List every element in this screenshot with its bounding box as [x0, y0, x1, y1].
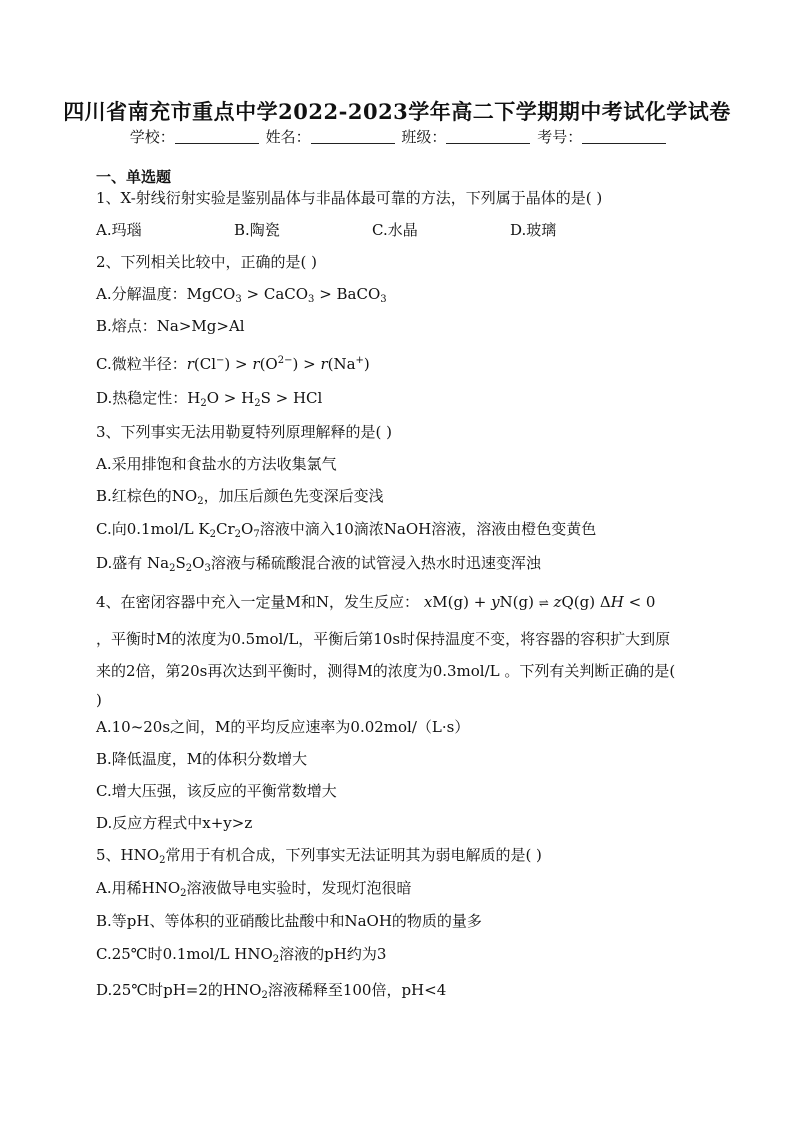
- student-info-line: [0, 126, 794, 147]
- q2-option-b: B.熔点：Na>Mg>Al: [96, 317, 245, 335]
- school-blank[interactable]: [175, 129, 259, 144]
- q2-option-d-label: D.热稳定性：: [96, 389, 188, 407]
- q3-option-d-pre: D.盛有: [96, 554, 143, 572]
- q3-option-d: D.盛有 $Na_2S_2O_3$溶液与稀硫酸混合液的试管浸入热水时迅速变浑浊: [96, 554, 541, 574]
- q4-line-2: ，平衡时M的浓度为0.5mol/L，平衡后第10s时保持温度不变，将容器的容积扩大到原: [96, 630, 671, 648]
- q3-option-c-post: 溶液中滴入10滴浓NaOH溶液，溶液由橙色变黄色: [259, 520, 597, 538]
- q2-option-a-formula: MgCO$_3$ > CaCO$_3$ > BaCO$_3$: [186, 285, 387, 305]
- q3-option-d-post: 溶液与稀硫酸混合液的试管浸入热水时迅速变浑浊: [210, 554, 541, 572]
- q4-option-d: D.反应方程式中x+y>z: [96, 814, 253, 832]
- q4-option-a: A.10~20s之间，M的平均反应速率为0.02mol/（L·s）: [96, 718, 470, 736]
- q2-option-c-formula: $r(Cl^-) > r(O^{2-}) > r(Na^+)$: [186, 355, 370, 373]
- q5-option-c-pre: C.25℃时0.1mol/L: [96, 945, 230, 963]
- q5-option-d: D.25℃时pH=2的$HNO_2$溶液稀释至100倍，pH<4: [96, 981, 447, 1001]
- q4-stem-pre: 4、在密闭容器中充入一定量M和N，发生反应：: [96, 593, 420, 611]
- q5-option-c: C.25℃时0.1mol/L $HNO_2$溶液的pH约为3: [96, 945, 387, 965]
- q5-stem-post: 常用于有机合成，下列事实无法证明其为弱电解质的是( ): [165, 846, 542, 864]
- q5-option-a-post: 溶液做导电实验时，发现灯泡很暗: [186, 879, 412, 897]
- q1-option-a: A.玛瑙: [96, 221, 142, 239]
- q1-option-b: B.陶瓷: [234, 221, 280, 239]
- q4-line-4: ): [96, 691, 102, 709]
- q3-stem: 3、下列事实无法用勒夏特列原理解释的是( ): [96, 423, 393, 441]
- q2-option-c: [96, 351, 370, 374]
- q3-option-c-pre: C.向0.1mol/L: [96, 520, 194, 538]
- q3-option-c: C.向0.1mol/L $K_2Cr_2O_7$溶液中滴入10滴浓NaOH溶液，溶液由橙色变黄色: [96, 520, 597, 540]
- q2-option-a: [96, 284, 387, 310]
- q4-line-3: 来的2倍，第20s再次达到平衡时，测得M的浓度为0.3mol/L 。下列有关判断正确的是(: [96, 662, 676, 680]
- class-blank[interactable]: [446, 129, 530, 144]
- school-label: 学校：: [129, 128, 175, 146]
- q1-option-d: D.玻璃: [510, 221, 557, 239]
- q4-stem: [96, 592, 655, 613]
- class-label: 班级：: [401, 128, 447, 146]
- q5-stem: 5、$HNO_2$常用于有机合成，下列事实无法证明其为弱电解质的是( ): [96, 846, 542, 866]
- q1-options: [96, 220, 556, 240]
- q1-option-c: C.水晶: [372, 221, 418, 239]
- q2-option-d-formula: $H_2O > H_2S$ > HCl: [187, 389, 323, 409]
- q2-option-d: [96, 388, 322, 414]
- q5-option-b: B.等pH、等体积的亚硝酸比盐酸中和NaOH的物质的量多: [96, 912, 482, 930]
- q5-option-a-pre: A.用稀: [96, 879, 142, 897]
- q4-option-c: C.增大压强，该反应的平衡常数增大: [96, 782, 337, 800]
- q2-stem: 2、下列相关比较中，正确的是( ): [96, 253, 318, 271]
- q1-stem: 1、X-射线衍射实验是鉴别晶体与非晶体最可靠的方法，下列属于晶体的是( ): [96, 189, 603, 207]
- q4-equation: xM(g) + yN(g) ⇌ zQ(g) ΔH < 0: [423, 593, 656, 611]
- q2-option-a-label: A.分解温度：: [96, 285, 187, 303]
- q5-option-c-post: 溶液的pH约为3: [279, 945, 387, 963]
- q5-option-d-post: 溶液稀释至100倍，pH<4: [267, 981, 447, 999]
- q5-option-a: A.用稀$HNO_2$溶液做导电实验时，发现灯泡很暗: [96, 879, 412, 899]
- name-blank[interactable]: [311, 129, 395, 144]
- number-blank[interactable]: [582, 129, 666, 144]
- number-label: 考号：: [537, 128, 583, 146]
- section-heading: 一、单选题: [96, 168, 172, 186]
- q5-option-d-pre: D.25℃时pH=2的: [96, 981, 223, 999]
- q3-option-b-pre: B.红棕色的: [96, 487, 172, 505]
- page-title: 四川省南充市重点中学2022-2023学年高二下学期期中考试化学试卷: [63, 99, 731, 124]
- q3-option-b-post: ，加压后颜色先变深后变浅: [203, 487, 384, 505]
- name-label: 姓名：: [265, 128, 311, 146]
- q2-option-c-label: C.微粒半径：: [96, 355, 187, 373]
- q4-option-b: B.降低温度，M的体积分数增大: [96, 750, 308, 768]
- q3-option-b: B.红棕色的$NO_2$，加压后颜色先变深后变浅: [96, 487, 384, 507]
- q3-option-a: A.采用排饱和食盐水的方法收集氯气: [96, 455, 337, 473]
